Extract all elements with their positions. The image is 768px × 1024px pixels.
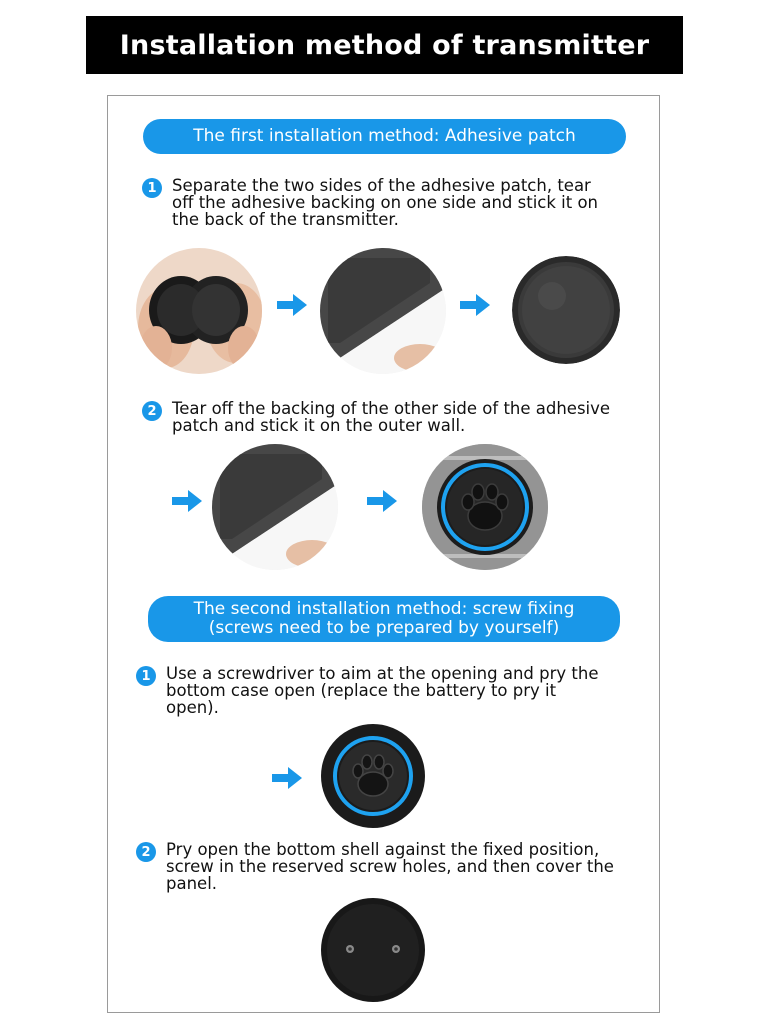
section1-heading	[143, 119, 626, 154]
section2-heading-line2: (screws need to be prepared by yourself)	[208, 618, 560, 638]
transmitter-front-photo	[320, 723, 426, 829]
step-text: Pry open the bottom shell against the fixed position, screw in the reserved screw holes, and then cover the panel.	[166, 840, 614, 893]
step-number-badge: 1	[136, 666, 156, 686]
section1-step2	[142, 400, 612, 434]
step-text: Tear off the backing of the other side of the adhesive patch and stick it on the outer wall.	[172, 399, 611, 435]
section1-heading-text: The first installation method: Adhesive patch	[193, 126, 576, 146]
step-number-badge: 2	[142, 401, 162, 421]
adhesive-patch-separate-photo	[136, 248, 262, 374]
transmitter-on-wall-photo	[422, 444, 548, 570]
arrow-right-icon	[367, 490, 397, 512]
section2-heading-line1: The second installation method: screw fixing	[193, 599, 575, 619]
peel-backing-photo	[320, 248, 446, 374]
arrow-right-icon	[460, 294, 490, 316]
section2-step1	[136, 665, 614, 716]
step-number-badge: 1	[142, 178, 162, 198]
step-number-badge: 2	[136, 842, 156, 862]
page-title: Installation method of transmitter	[86, 16, 683, 74]
arrow-right-icon	[172, 490, 202, 512]
section2-heading	[148, 596, 620, 642]
step-text: Separate the two sides of the adhesive patch, tear off the adhesive backing on one side and stick it on the back of the transmitter.	[172, 176, 598, 229]
section1-step1	[142, 177, 612, 228]
step-text: Use a screwdriver to aim at the opening and pry the bottom case open (replace the battery to pry it open).	[166, 664, 599, 717]
section2-step2	[136, 841, 614, 892]
arrow-right-icon	[277, 294, 307, 316]
arrow-right-icon	[272, 767, 302, 789]
transmitter-back-photo	[512, 256, 620, 364]
peel-backing-photo-2	[212, 444, 338, 570]
bottom-shell-screw-photo	[320, 897, 426, 1003]
